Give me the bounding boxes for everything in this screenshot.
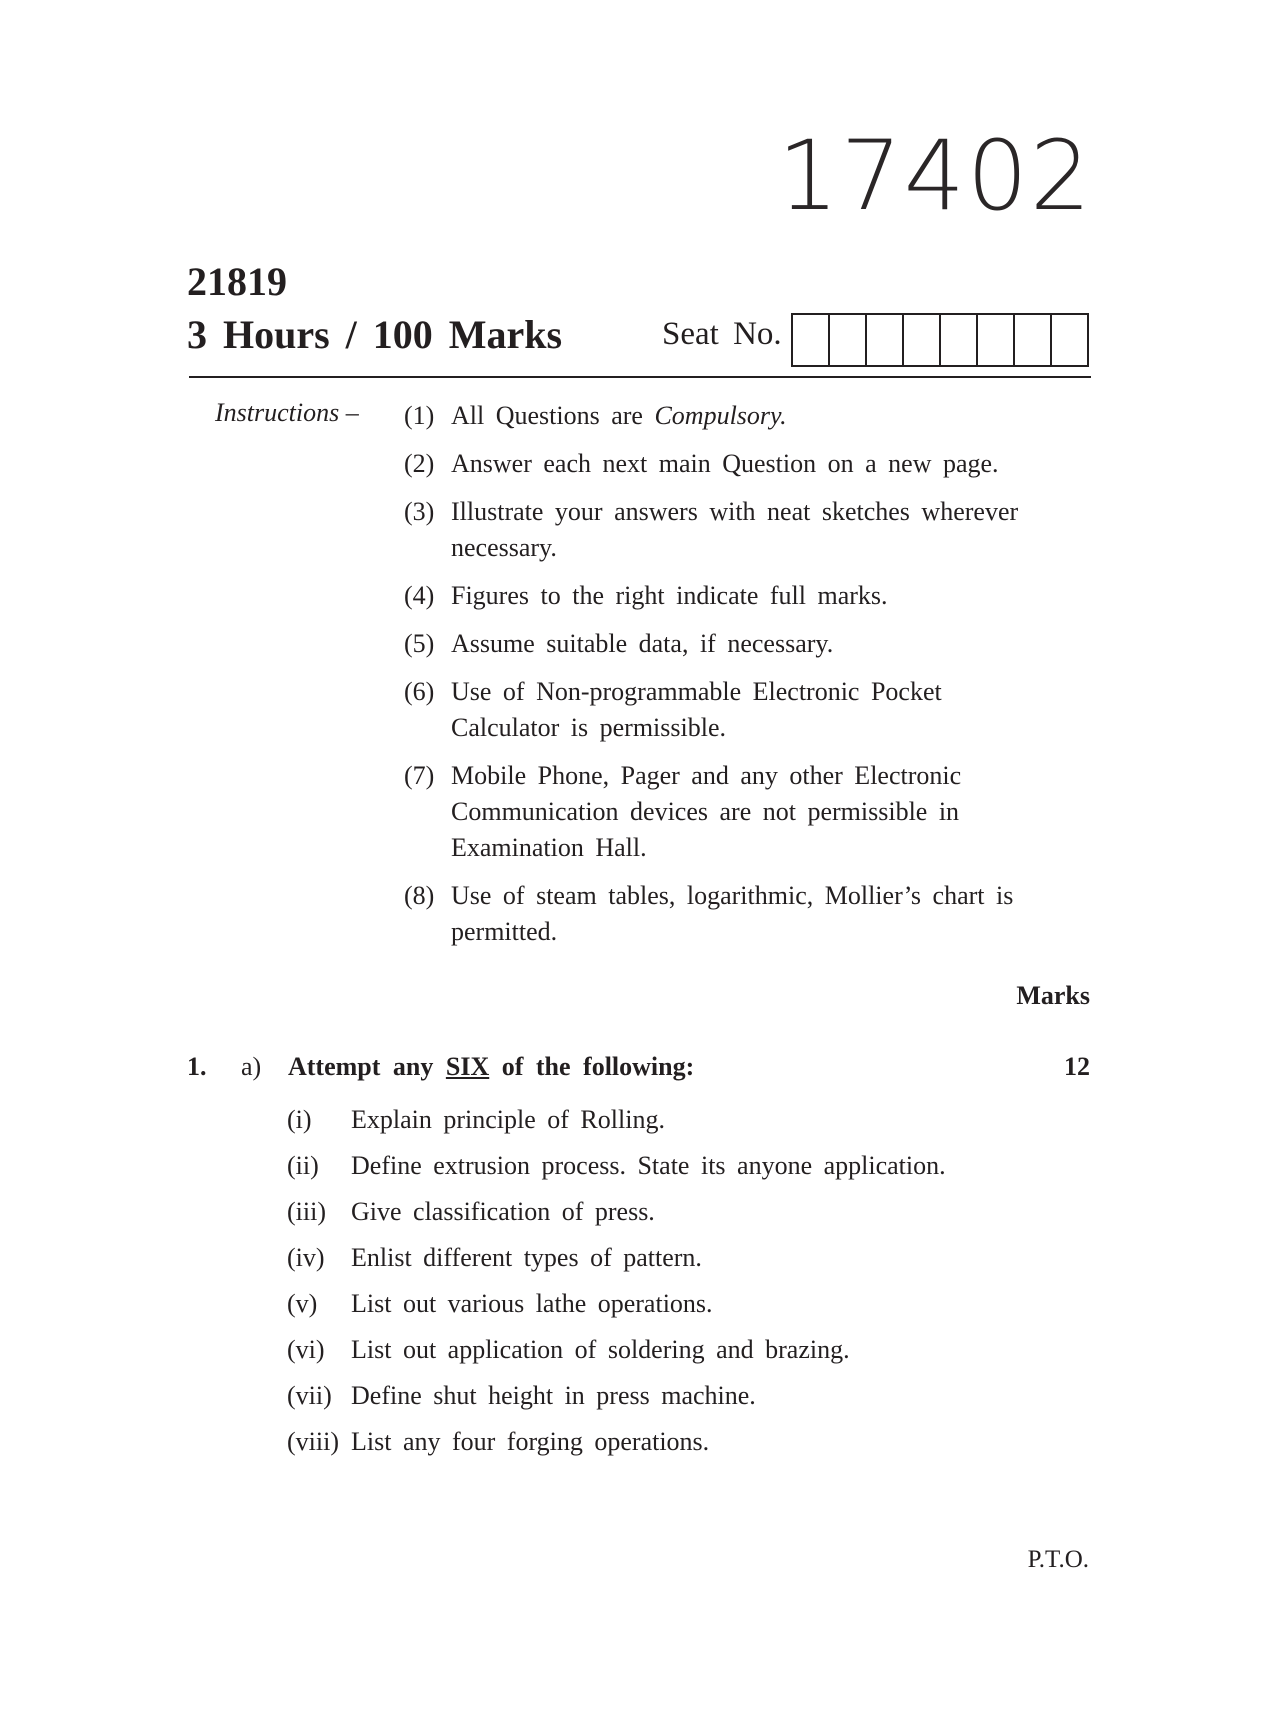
question-heading — [288, 1054, 694, 1080]
header-divider — [189, 376, 1091, 378]
instruction-text: Mobile Phone, Pager and any other Electronic Communication devices are not permissible in Examination Hall. — [451, 761, 962, 862]
paper-code: 17402 — [777, 120, 1093, 232]
seat-number-box — [941, 315, 978, 365]
instruction-text — [451, 398, 1054, 434]
instruction-item — [404, 398, 1054, 434]
duration-marks: 3 Hours / 100 Marks — [187, 312, 563, 357]
instruction-text-plain: All Questions are — [451, 401, 655, 430]
instruction-item — [404, 626, 1054, 662]
please-turn-over: P.T.O. — [1027, 1546, 1089, 1573]
seat-number-box — [830, 315, 867, 365]
instruction-number: (1) — [404, 401, 435, 430]
sub-question-number: (viii) — [287, 1427, 339, 1456]
sub-question — [287, 1373, 1047, 1419]
instruction-number: (7) — [404, 761, 435, 790]
instruction-text-emphasis: Compulsory. — [654, 401, 787, 430]
seat-number-box — [793, 315, 830, 365]
instruction-item — [404, 494, 1054, 566]
sub-question-text: Enlist different types of pattern. — [351, 1243, 702, 1272]
instruction-item — [404, 878, 1054, 950]
sub-question-number: (iii) — [287, 1197, 326, 1226]
instruction-number: (2) — [404, 449, 435, 478]
sub-question-text: Explain principle of Rolling. — [351, 1105, 665, 1134]
marks-column-header: Marks — [1016, 981, 1090, 1010]
question-sub-label: a) — [241, 1052, 262, 1081]
sub-question-number: (iv) — [287, 1243, 325, 1272]
sub-question — [287, 1327, 1047, 1373]
seat-number-boxes — [791, 313, 1089, 367]
instructions-label: Instructions – — [215, 398, 359, 427]
sub-question — [287, 1235, 1047, 1281]
seat-number-box — [978, 315, 1015, 365]
instruction-text: Figures to the right indicate full marks. — [451, 581, 888, 610]
question-marks: 12 — [1064, 1052, 1090, 1081]
seat-number-box — [867, 315, 904, 365]
sub-question-number: (i) — [287, 1105, 312, 1134]
exam-code: 21819 — [187, 259, 287, 304]
sub-question-number: (vii) — [287, 1381, 332, 1410]
instruction-number: (8) — [404, 881, 435, 910]
question-number: 1. — [187, 1052, 207, 1081]
instruction-item — [404, 578, 1054, 614]
seat-number-label: Seat No. — [662, 316, 782, 352]
seat-number-box — [1052, 315, 1087, 365]
question-heading-end: of the following: — [489, 1052, 695, 1081]
seat-number-box — [1015, 315, 1052, 365]
instructions-list — [404, 398, 1054, 962]
seat-number-box — [904, 315, 941, 365]
sub-question-text: List any four forging operations. — [351, 1427, 710, 1456]
sub-question-text: List out application of soldering and brazing. — [351, 1335, 850, 1364]
sub-question — [287, 1189, 1047, 1235]
sub-question-number: (v) — [287, 1289, 318, 1318]
instruction-text: Use of Non-programmable Electronic Pocket Calculator is permissible. — [451, 677, 942, 742]
question-heading-start: Attempt any — [288, 1052, 446, 1081]
instruction-text: Answer each next main Question on a new page. — [451, 449, 999, 478]
sub-question-text: Give classification of press. — [351, 1197, 655, 1226]
sub-question — [287, 1143, 1047, 1189]
instruction-text: Use of steam tables, logarithmic, Mollier’s chart is permitted. — [451, 881, 1014, 946]
instruction-item — [404, 758, 1054, 866]
instruction-number: (4) — [404, 581, 435, 610]
sub-question-number: (vi) — [287, 1335, 325, 1364]
instruction-text: Assume suitable data, if necessary. — [451, 629, 834, 658]
sub-question-number: (ii) — [287, 1151, 319, 1180]
sub-question — [287, 1281, 1047, 1327]
instruction-item — [404, 446, 1054, 482]
sub-question-text: Define extrusion process. State its anyone application. — [351, 1151, 946, 1180]
sub-question-text: List out various lathe operations. — [351, 1289, 713, 1318]
instruction-number: (3) — [404, 497, 435, 526]
instruction-item — [404, 674, 1054, 746]
sub-question — [287, 1419, 1047, 1465]
sub-question-text: Define shut height in press machine. — [351, 1381, 756, 1410]
instruction-number: (6) — [404, 677, 435, 706]
instruction-number: (5) — [404, 629, 435, 658]
instruction-text: Illustrate your answers with neat sketches wherever necessary. — [451, 497, 1019, 562]
question-heading-emphasis: SIX — [445, 1052, 490, 1081]
sub-question-list — [287, 1097, 1047, 1465]
sub-question — [287, 1097, 1047, 1143]
